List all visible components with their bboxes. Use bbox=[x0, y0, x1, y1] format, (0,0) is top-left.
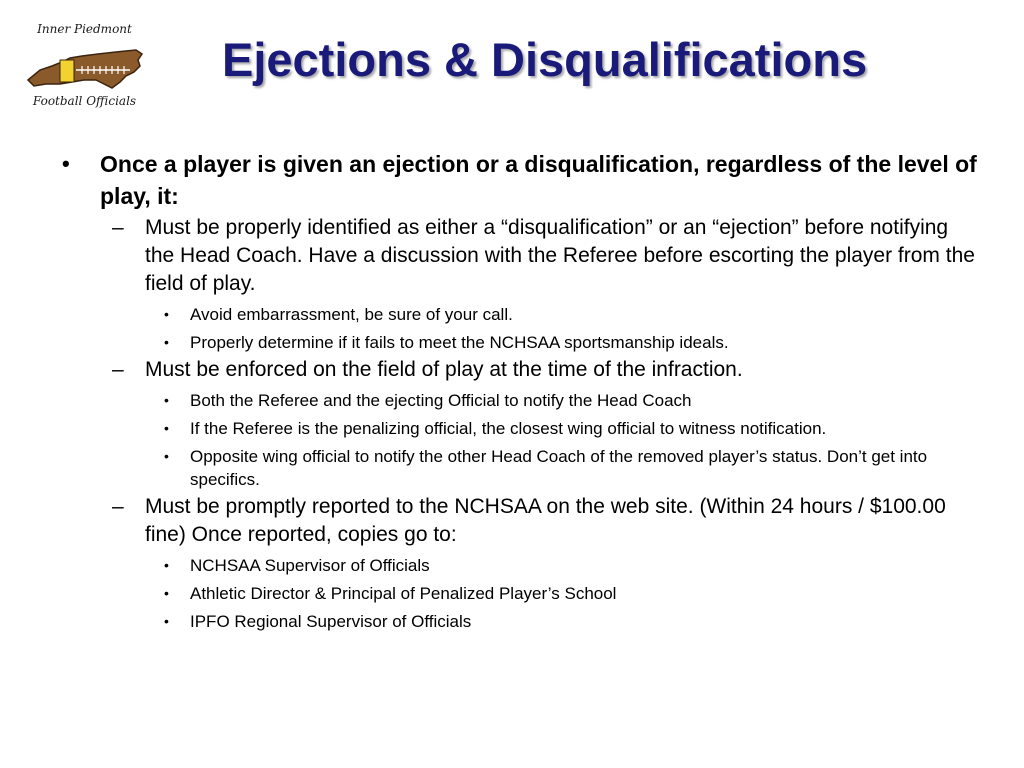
dash-marker-icon: – bbox=[112, 358, 124, 381]
sub-point-text: Both the Referee and the ejecting Official to notify the Head Coach bbox=[190, 391, 692, 410]
slide-body bbox=[60, 148, 980, 633]
ipfo-logo bbox=[22, 20, 147, 116]
point-item bbox=[60, 214, 980, 298]
bullet-dot-icon: • bbox=[164, 420, 169, 436]
logo-top-text: Inner Piedmont bbox=[37, 22, 132, 36]
sub-point-item bbox=[60, 303, 980, 326]
bullet-dot-icon: • bbox=[164, 306, 169, 322]
sub-point-item bbox=[60, 582, 980, 605]
point-text: Must be enforced on the field of play at the time of the infraction. bbox=[145, 358, 743, 381]
sub-point-item bbox=[60, 445, 980, 491]
sub-point-text: Athletic Director & Principal of Penalized Player’s School bbox=[190, 584, 617, 603]
main-bullet bbox=[60, 148, 980, 212]
main-bullet-text: Once a player is given an ejection or a disqualification, regardless of the level of play, it: bbox=[100, 151, 977, 209]
sub-point-item bbox=[60, 331, 980, 354]
north-carolina-map-icon bbox=[26, 40, 144, 92]
dash-marker-icon: – bbox=[112, 495, 124, 518]
dash-marker-icon: – bbox=[112, 216, 124, 239]
point-item bbox=[60, 493, 980, 549]
bullet-dot-icon: • bbox=[164, 585, 169, 601]
sub-point-item bbox=[60, 554, 980, 577]
sub-point-text: NCHSAA Supervisor of Officials bbox=[190, 556, 430, 575]
point-item bbox=[60, 356, 980, 384]
bullet-dot-icon: • bbox=[164, 448, 169, 464]
point-text: Must be properly identified as either a “disqualification” or an “ejection” before notifying the Head Coach. Have a discussion with the Referee before escorting the player from the field of play. bbox=[145, 216, 975, 295]
sub-point-text: Avoid embarrassment, be sure of your call. bbox=[190, 305, 513, 324]
sub-point-text: If the Referee is the penalizing official, the closest wing official to witness notification. bbox=[190, 419, 827, 438]
sub-point-text: IPFO Regional Supervisor of Officials bbox=[190, 612, 472, 631]
logo-bottom-text: Football Officials bbox=[32, 94, 137, 108]
point-text: Must be promptly reported to the NCHSAA on the web site. (Within 24 hours / $100.00 fine) Once reported, copies go to: bbox=[145, 495, 946, 546]
bullet-dot-icon: • bbox=[164, 334, 169, 350]
bullet-dot-icon: • bbox=[164, 613, 169, 629]
slide-title: Ejections & Disqualifications bbox=[222, 33, 868, 86]
sub-point-item bbox=[60, 610, 980, 633]
sub-point-text: Opposite wing official to notify the other Head Coach of the removed player’s status. Don’t get into specifics. bbox=[190, 447, 928, 489]
bullet-dot-icon: • bbox=[164, 557, 169, 573]
sub-point-item bbox=[60, 417, 980, 440]
bullet-dot-icon: • bbox=[62, 151, 70, 176]
sub-point-text: Properly determine if it fails to meet the NCHSAA sportsmanship ideals. bbox=[190, 333, 729, 352]
sub-point-item bbox=[60, 389, 980, 412]
bullet-dot-icon: • bbox=[164, 392, 169, 408]
